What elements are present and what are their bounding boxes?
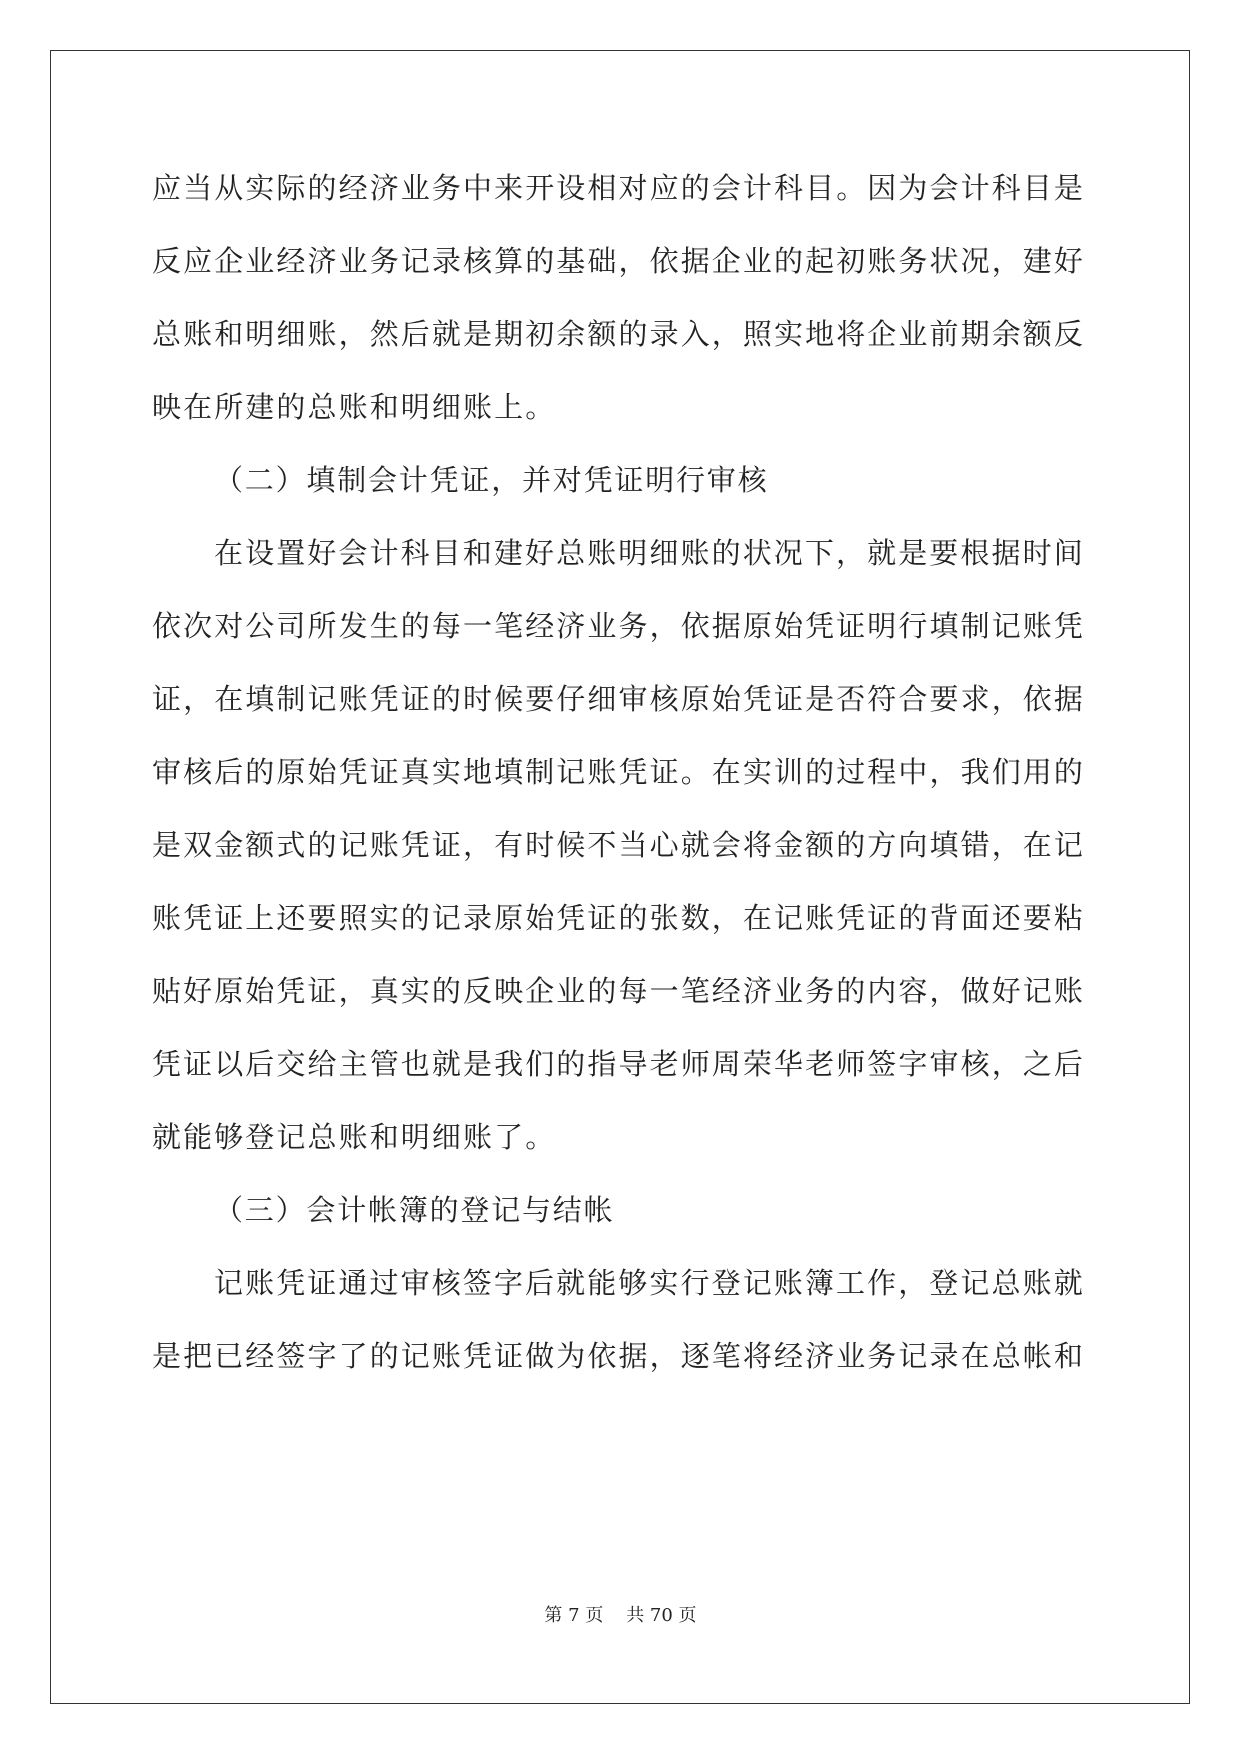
- paragraph-line: 账凭证上还要照实的记录原始凭证的张数，在记账凭证的背面还要粘: [152, 901, 1086, 935]
- paragraph-line: 贴好原始凭证，真实的反映企业的每一笔经济业务的内容，做好记账: [152, 974, 1086, 1008]
- section-heading: （三）会计帐簿的登记与结帐: [214, 1193, 615, 1227]
- paragraph-line: 依次对公司所发生的每一笔经济业务，依据原始凭证明行填制记账凭: [152, 609, 1086, 643]
- paragraph-line: 就能够登记总账和明细账了。: [152, 1120, 557, 1154]
- page-border: [50, 50, 1190, 1704]
- paragraph-line: 是双金额式的记账凭证，有时候不当心就会将金额的方向填错，在记: [152, 828, 1086, 862]
- paragraph-line: 反应企业经济业务记录核算的基础，依据企业的起初账务状况，建好: [152, 244, 1086, 278]
- paragraph-line: 记账凭证通过审核签字后就能够实行登记账簿工作，登记总账就: [214, 1266, 1085, 1300]
- paragraph-line: 审核后的原始凭证真实地填制记账凭证。在实训的过程中，我们用的: [152, 755, 1086, 789]
- paragraph-line: 是把已经签字了的记账凭证做为依据，逐笔将经济业务记录在总帐和: [152, 1339, 1086, 1373]
- paragraph-line: 凭证以后交给主管也就是我们的指导老师周荣华老师签字审核，之后: [152, 1047, 1086, 1081]
- paragraph-line: 总账和明细账，然后就是期初余额的录入，照实地将企业前期余额反: [152, 317, 1086, 351]
- paragraph-line: 证，在填制记账凭证的时候要仔细审核原始凭证是否符合要求，依据: [152, 682, 1086, 716]
- paragraph-line: 映在所建的总账和明细账上。: [152, 390, 557, 424]
- paragraph-line: 在设置好会计科目和建好总账明细账的状况下，就是要根据时间: [214, 536, 1085, 570]
- paragraph-line: 应当从实际的经济业务中来开设相对应的会计科目。因为会计科目是: [152, 171, 1086, 205]
- page-number-footer: 第 7 页 共 70 页: [544, 1605, 697, 1626]
- section-heading: （二）填制会计凭证，并对凭证明行审核: [214, 463, 769, 497]
